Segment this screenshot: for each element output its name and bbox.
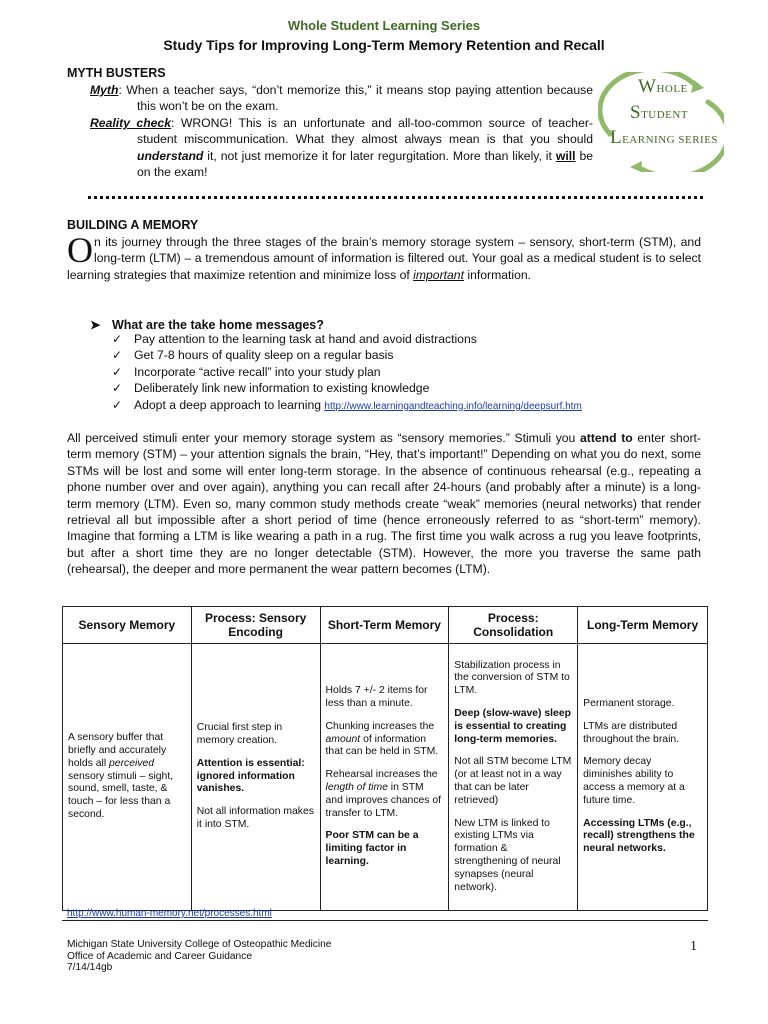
building-memory-heading: BUILDING A MEMORY <box>67 218 199 232</box>
table-row <box>63 644 708 911</box>
logo-word-whole: WHOLE <box>638 76 688 97</box>
logo-word-student: STUDENT <box>630 102 689 123</box>
myth-paragraph <box>90 82 593 115</box>
arrow-bullet-icon: ➤ <box>90 318 101 332</box>
drop-cap: O <box>67 230 93 270</box>
short-term-memory-cell: Holds 7 +/- 2 items for less than a minute. Chunking increases the amount of information that can be held in STM. Rehearsal increases the length of time in STM and improves chances of transfer to LTM. Poor STM can be a limiting factor in learning. <box>320 644 449 911</box>
dotted-divider <box>88 196 703 199</box>
header-long-term-memory: Long-Term Memory <box>578 607 708 644</box>
header-consolidation: Process: Consolidation <box>449 607 578 644</box>
deep-learning-link[interactable]: http://www.learningandteaching.info/learning/deepsurf.htm <box>324 400 582 412</box>
checkmark-icon: ✓ <box>112 381 123 396</box>
myth-label: Myth <box>90 83 119 97</box>
header-short-term-memory: Short-Term Memory <box>320 607 449 644</box>
stimuli-paragraph: All perceived stimuli enter your memory storage system as “sensory memories.” Stimuli you attend to enter short-term memory (STM) – your attention signals the brain, “Hey, that’s important!” Depending on what you do next, some STMs will be lost and some will enter long-term storage. In the absence of continuous rehearsal (e.g., repeating a phone number over and over again), anything you can recall after 24-hours (and probably after a minute) is a long-term memory (LTM). Even so, many common study methods create “weak” memories (neural networks) that render retrieval all but impossible after a short period of time (hence erroneously referred to as “short-term” memory). Imagine that forming a LTM is like wearing a path in a rug. The first time you walk across a rug you leave footprints, but after a short time they are no longer detectable (STM). However, the more you traverse the same path (rehearsal), the deeper and more permanent the wear pattern becomes (LTM). <box>67 431 701 577</box>
footer-office: Office of Academic and Career Guidance <box>67 950 252 962</box>
takehome-heading: ➤ What are the take home messages? <box>90 318 324 332</box>
will-emphasis: will <box>555 148 576 163</box>
sensory-memory-cell: A sensory buffer that briefly and accurately holds all perceived sensory stimuli – sight, sound, smell, taste, & touch – for less than a second. <box>63 644 192 911</box>
memory-stages-table <box>62 606 708 911</box>
takehome-list <box>112 331 582 413</box>
attend-to-emphasis: attend to <box>580 431 633 445</box>
checkmark-icon: ✓ <box>112 364 123 379</box>
page-number: 1 <box>690 939 697 954</box>
header-sensory-memory: Sensory Memory <box>63 607 192 644</box>
human-memory-link[interactable]: http://www.human-memory.net/processes.html <box>67 908 272 919</box>
table-header-row <box>63 607 708 644</box>
checkmark-icon: ✓ <box>112 348 123 363</box>
myth-text: : When a teacher says, “don’t memorize this,” it means stop paying attention because this won’t be on the exam. <box>118 83 593 114</box>
logo-word-learning-series: LEARNING SERIES <box>610 127 719 148</box>
checkmark-icon: ✓ <box>112 332 123 346</box>
reality-check-label: Reality check <box>90 116 171 130</box>
list-item: ✓ Pay attention to the learning task at hand and avoid distractions <box>112 332 477 346</box>
header-sensory-encoding: Process: Sensory Encoding <box>191 607 320 644</box>
reality-check-paragraph: Reality check: WRONG! This is an unfortunate and all-too-common source of teacher-student miscommunication. What they almost always mean is that you should understand it, not just memorize it for later regurgitation. More than likely, it will be on the exam! <box>90 116 594 180</box>
long-term-memory-cell: Permanent storage. LTMs are distributed throughout the brain. Memory decay diminishes ability to access a memory at a future time. Accessing LTMs (e.g., recall) strengthens the neural networks. <box>578 644 708 911</box>
myth-busters-heading: MYTH BUSTERS <box>67 66 166 80</box>
important-emphasis: important <box>413 267 464 282</box>
table-bottom-rule <box>62 920 708 921</box>
understand-emphasis: understand <box>137 148 204 163</box>
footer-date: 7/14/14gb <box>67 962 113 974</box>
whole-student-logo <box>598 72 724 172</box>
list-item: ✓ Incorporate “active recall” into your study plan <box>112 364 381 379</box>
sensory-encoding-cell: Crucial first step in memory creation. Attention is essential: ignored information vanishes. Not all information makes it into STM. <box>191 644 320 911</box>
list-item: ✓ Get 7-8 hours of quality sleep on a regular basis <box>112 348 394 363</box>
consolidation-cell: Stabilization process in the conversion of STM to LTM. Deep (slow-wave) sleep is essential to creating long-term memories. Not all STM become LTM (or at least not in a way that can be later retrieved) New LTM is linked to existing LTMs via formation & strengthening of neural synapses (neural network). <box>449 644 578 911</box>
footer-institution: Michigan State University College of Osteopathic Medicine <box>67 939 332 950</box>
checkmark-icon: ✓ <box>112 397 123 412</box>
list-item: ✓ Deliberately link new information to existing knowledge <box>112 381 430 396</box>
document-title: Study Tips for Improving Long-Term Memory Retention and Recall <box>163 37 605 53</box>
series-title: Whole Student Learning Series <box>287 18 481 33</box>
footer-block <box>67 939 331 974</box>
building-memory-paragraph: On its journey through the three stages of the brain’s memory storage system – sensory, short-term (STM), and long-term (LTM) – a tremendous amount of information is filtered out. Your goal as a medical student is to select learning strategies that maximize retention and minimize loss of important information. <box>67 230 701 282</box>
list-item: ✓ Adopt a deep approach to learning http://www.learningandteaching.info/learning/deepsurf.htm <box>112 397 582 412</box>
